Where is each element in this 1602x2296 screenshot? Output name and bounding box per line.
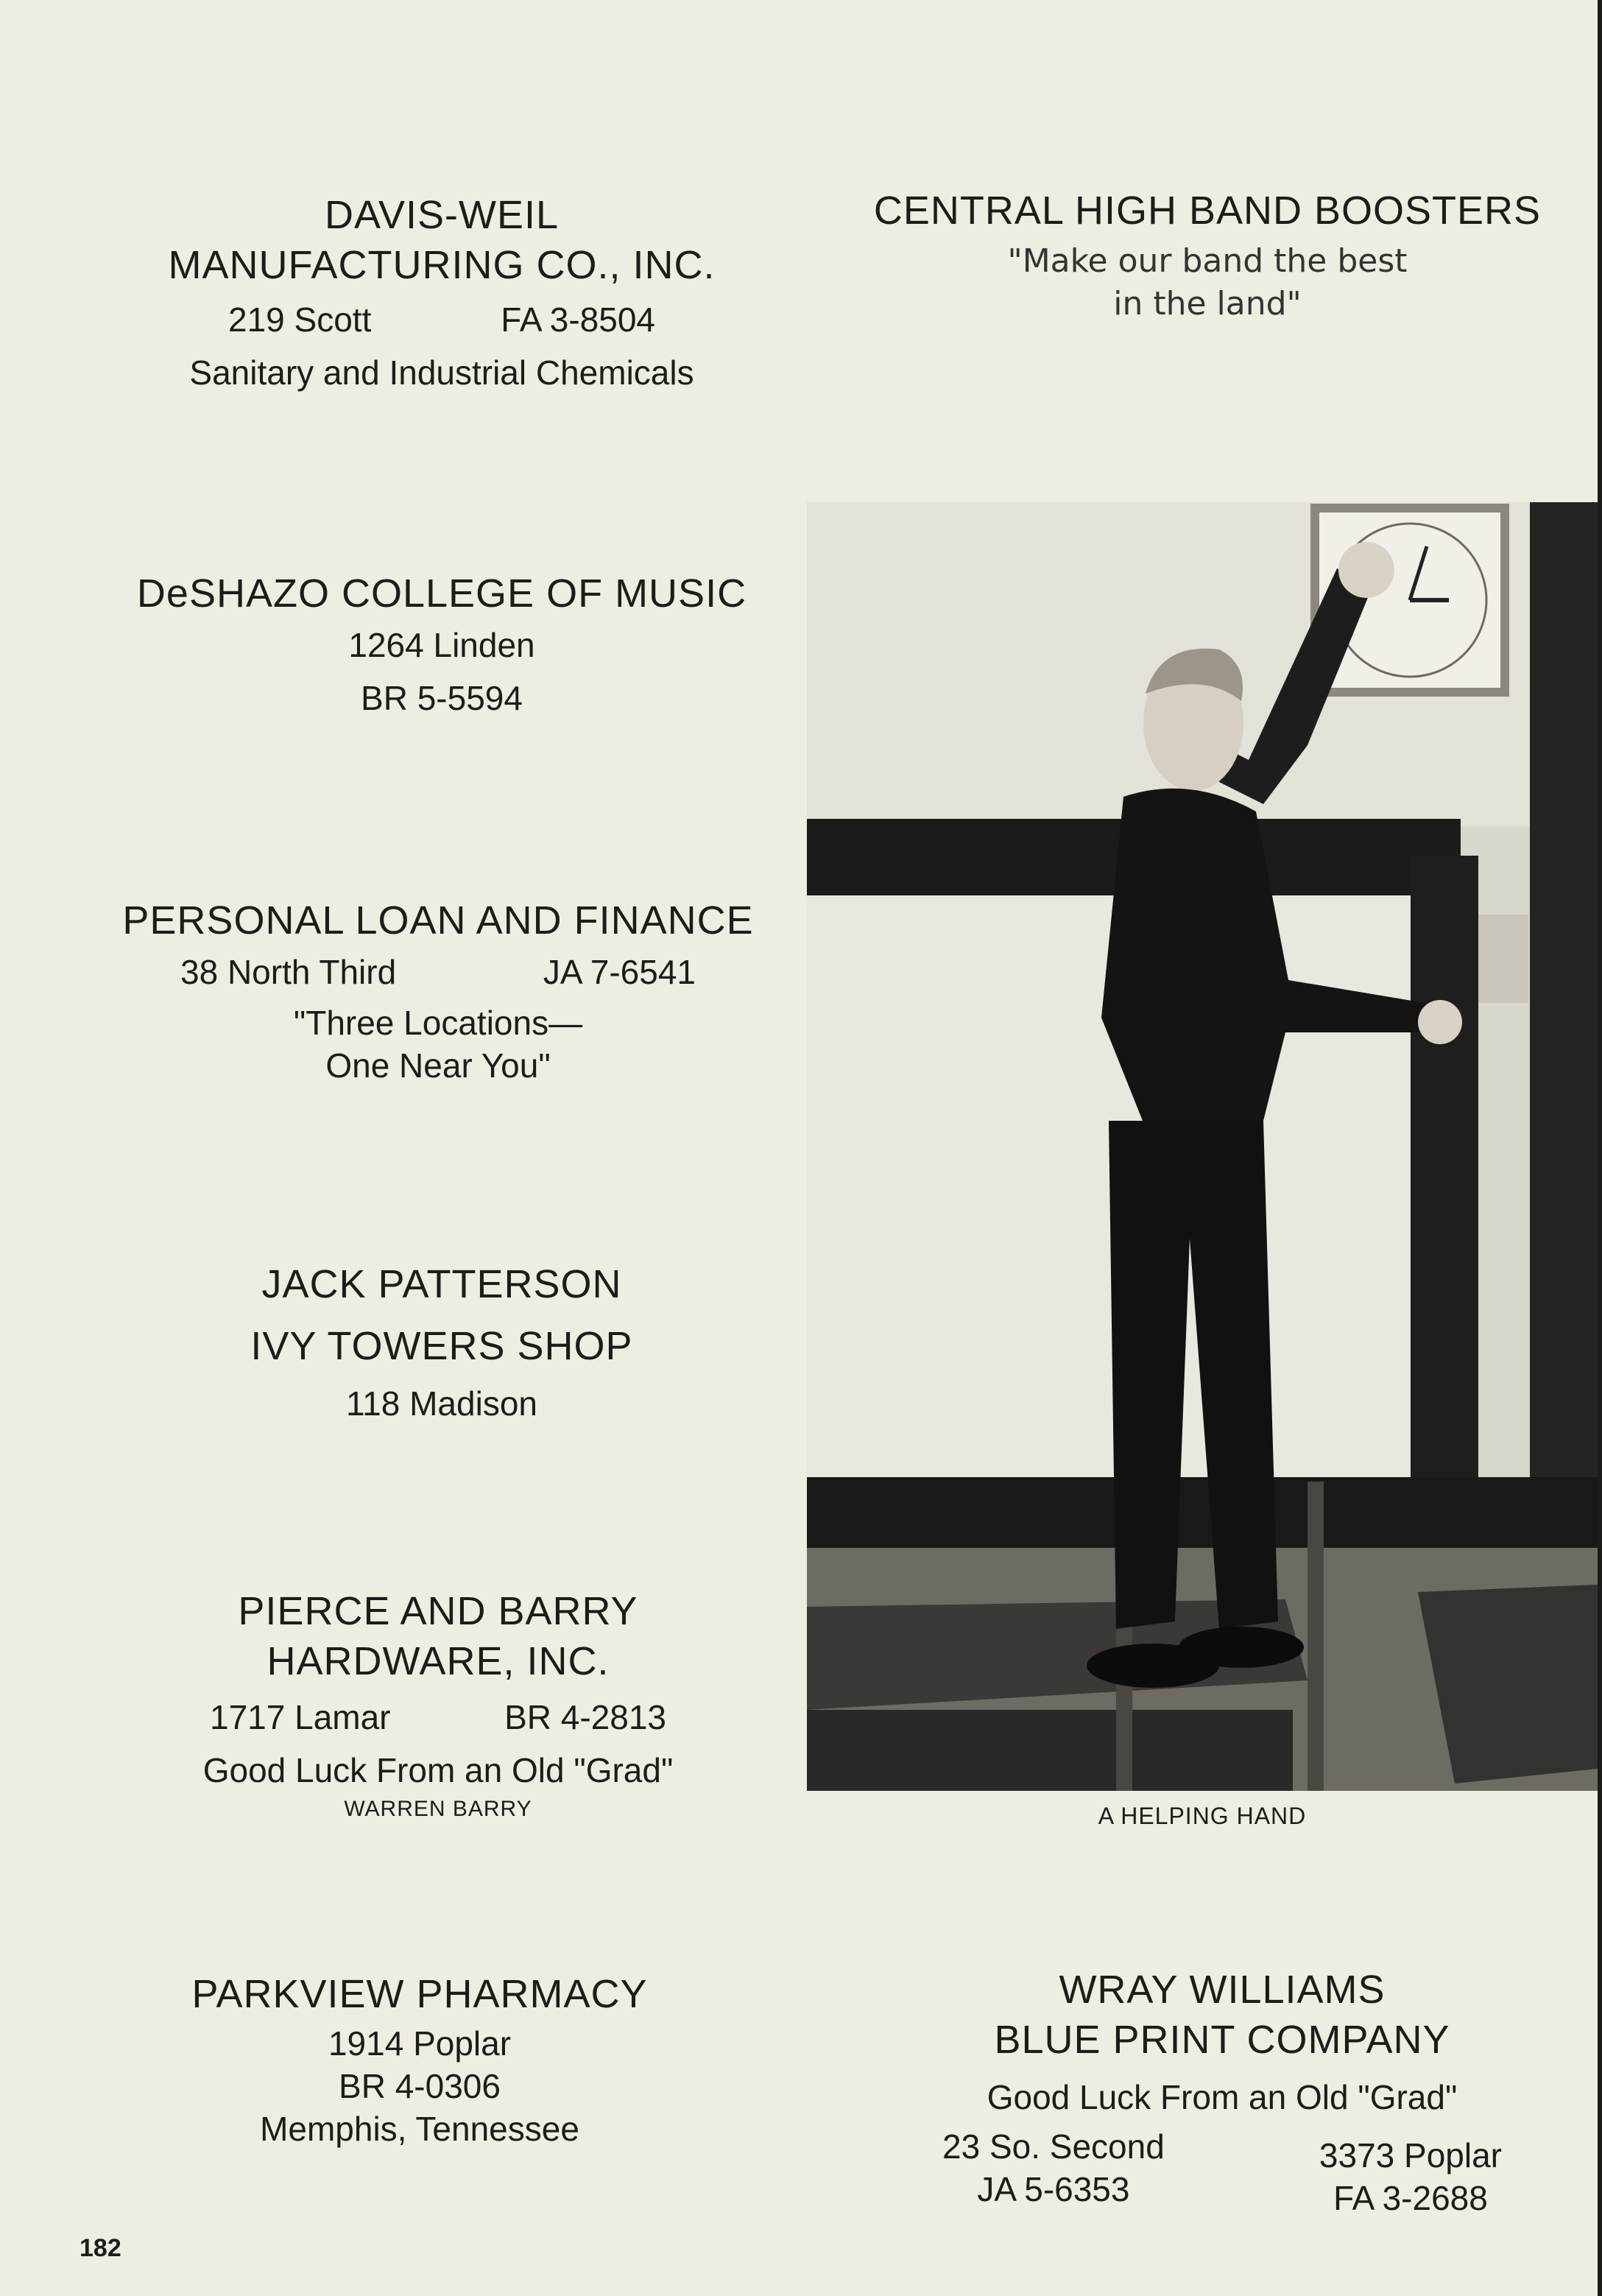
ad-slogan: One Near You" [325,1046,551,1085]
photo-board-side-rail [1411,856,1478,1489]
ad-name: DeSHAZO COLLEGE OF MUSIC [136,571,747,616]
ad-contact-row [210,1691,666,1744]
ad-phone: BR 5-5594 [361,679,523,717]
ad-name: DAVIS-WEIL [324,193,560,237]
ad-davis-weil [147,190,736,399]
ad-name: HARDWARE, INC. [267,1639,610,1683]
ad-name: WRAY WILLIAMS [1059,1968,1386,2012]
ad-name: PERSONAL LOAN AND FINANCE [122,898,754,943]
ad-name: JACK PATTERSON [261,1262,622,1306]
ad-slogan: "Make our band the best [1007,242,1408,280]
ad-name: PIERCE AND BARRY [238,1589,638,1633]
ad-name: PARKVIEW PHARMACY [191,1972,648,2016]
ad-phone: FA 3-2688 [1333,2179,1488,2217]
page-number: 182 [80,2234,121,2262]
ad-address: 3373 Poplar [1319,2136,1502,2174]
ad-phone: FA 3-8504 [501,300,655,339]
ad-name: IVY TOWERS SHOP [250,1324,633,1368]
photo-chair-leg [1308,1482,1324,1791]
ad-address: 1914 Poplar [328,2024,512,2063]
ad-city: Memphis, Tennessee [260,2110,579,2148]
photo-illustration [807,502,1598,1791]
ad-phone: JA 5-6353 [977,2170,1130,2208]
ad-signer: WARREN BARRY [344,1797,532,1821]
ad-address: 118 Madison [346,1384,537,1423]
ad-locations [942,2125,1502,2219]
photo-board-bottom-rail [807,1477,1598,1548]
ad-tagline: Good Luck From an Old "Grad" [202,1751,674,1789]
ad-name: BLUE PRINT COMPANY [994,2018,1450,2062]
ad-deshazo [110,568,773,725]
photo-desk-front [807,1710,1293,1791]
ad-location [1319,2134,1502,2219]
ad-slogan: in the land" [1113,285,1302,323]
ad-pierce-barry [133,1586,744,1822]
ad-location [942,2125,1165,2219]
ad-contact-row [228,293,655,346]
ad-tagline: Good Luck From an Old "Grad" [987,2078,1458,2116]
ad-name: MANUFACTURING CO., INC. [168,243,716,287]
ad-phone: BR 4-0306 [339,2067,501,2105]
ad-address: 219 Scott [228,300,372,339]
ad-address: 1264 Linden [348,626,535,664]
ad-phone: BR 4-2813 [504,1698,666,1736]
ad-address: 38 North Third [180,953,397,991]
ad-parkview-pharmacy [118,1966,721,2150]
photo-helping-hand [807,502,1598,1791]
ad-slogan: "Three Locations— [293,1004,583,1042]
ad-tagline: Sanitary and Industrial Chemicals [189,353,694,392]
ad-band-boosters [817,186,1598,325]
ad-jack-patterson [147,1253,736,1430]
ad-personal-loan [88,895,788,1087]
ad-name: CENTRAL HIGH BAND BOOSTERS [873,189,1542,233]
ad-phone: JA 7-6541 [543,953,696,991]
page-edge-border [1598,0,1602,2296]
ad-address: 23 So. Second [942,2127,1165,2166]
ad-address: 1717 Lamar [210,1698,391,1736]
ad-contact-row [180,945,696,999]
photo-caption: A HELPING HAND [1098,1803,1307,1829]
ad-wray-williams [906,1965,1539,2219]
